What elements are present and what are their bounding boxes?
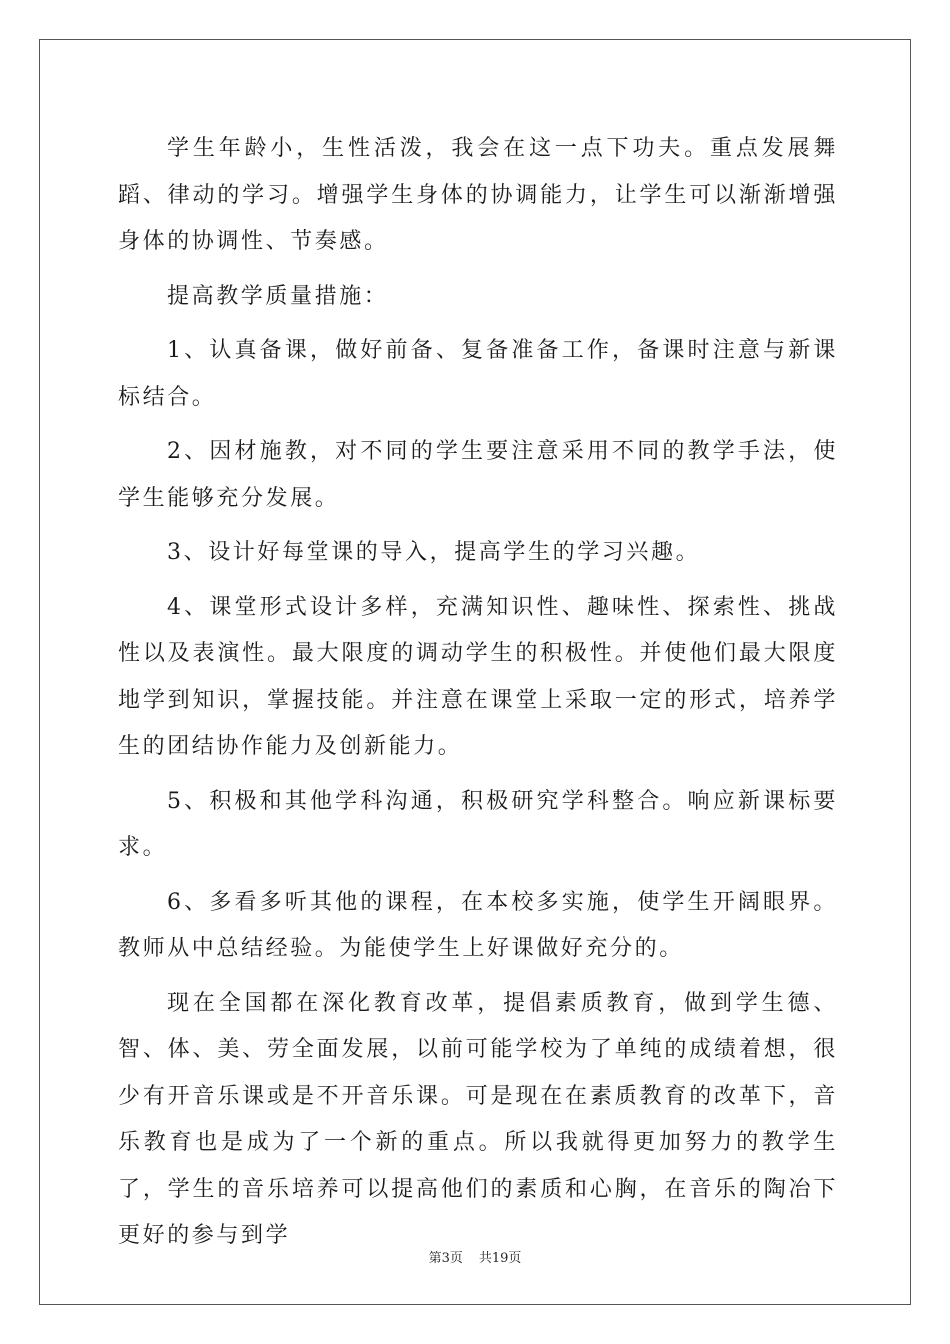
page-footer [0, 1247, 950, 1266]
paragraph: 6、多看多听其他的课程，在本校多实施，使学生开阔眼界。教师从中总结经验。为能使学生上好课做好充分的。 [118, 889, 838, 961]
paragraph: 3、设计好每堂课的导入，提高学生的学习兴趣。 [167, 540, 701, 565]
paragraph: 5、积极和其他学科沟通，积极研究学科整合。响应新课标要求。 [118, 788, 838, 860]
paragraph: 1、认真备课，做好前备、复备准备工作，备课时注意与新课标结合。 [118, 338, 838, 410]
document-body [118, 126, 838, 1260]
paragraph: 4、课堂形式设计多样，充满知识性、趣味性、探索性、挑战性以及表演性。最大限度的调动学生的积极性。并使他们最大限度地学到知识，掌握技能。并注意在课堂上采取一定的形式，培养学生的团结协作能力及创新能力。 [118, 594, 838, 759]
paragraph: 学生年龄小，生性活泼，我会在这一点下功夫。重点发展舞蹈、律动的学习。增强学生身体的协调能力，让学生可以渐渐增强身体的协调性、节奏感。 [118, 136, 838, 254]
paragraph: 提高教学质量措施： [167, 283, 389, 309]
paragraph: 现在全国都在深化教育改革，提倡素质教育，做到学生德、智、体、美、劳全面发展，以前可能学校为了单纯的成绩着想，很少有开音乐课或是不开音乐课。可是现在在素质教育的改革下，音乐教育也是成为了一个新的重点。所以我就得更加努力的教学生了，学生的音乐培养可以提高他们的素质和心胸，在音乐的陶冶下更好的参与到学 [118, 990, 838, 1248]
paragraph: 2、因材施教，对不同的学生要注意采用不同的教学手法，使学生能够充分发展。 [118, 439, 838, 511]
page-number-total: 共19页 [478, 1251, 522, 1266]
page-number-current: 第3页 [428, 1251, 463, 1266]
